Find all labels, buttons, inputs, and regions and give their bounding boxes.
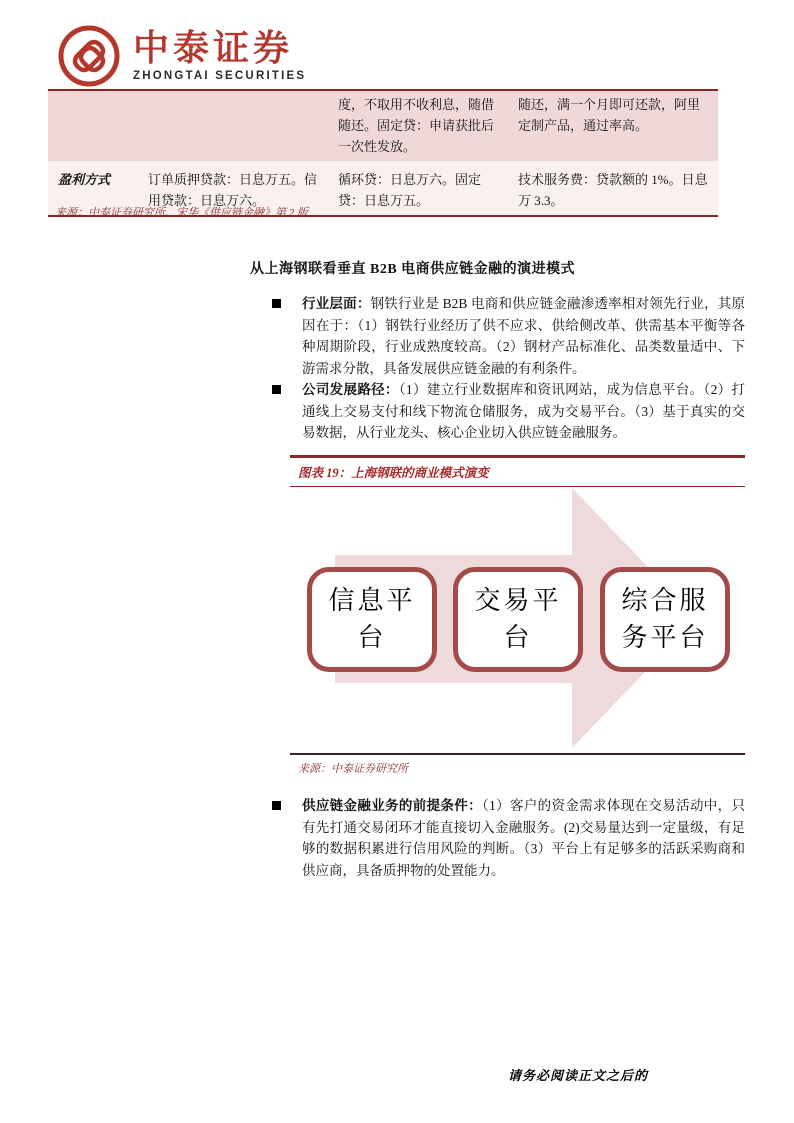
figure-source-note: 来源：中泰证券研究所 — [298, 763, 408, 775]
bullet-square-icon — [272, 299, 281, 308]
bullet-text — [302, 293, 745, 379]
figure-foot-bar — [290, 753, 745, 779]
table-cell — [140, 91, 330, 161]
table-row — [48, 91, 718, 161]
bullet-item — [272, 379, 745, 444]
table-cell: 订单质押贷款：日息万五。信用贷款：日息万六。 — [148, 172, 318, 208]
bullet-item — [272, 795, 745, 881]
figure-19 — [290, 455, 745, 779]
brand-logo — [57, 24, 306, 88]
bullet-body: （1）客户的资金需求体现在交易活动中，只有先打通交易闭环才能直接切入金融服务。(2)交易量达到一定量级，有足够的数据积累进行信用风险的判断。（3）平台上有足够多的活跃采购商和供应商，具备质押物的处置能力。 — [302, 798, 745, 878]
stage-label: 综合服务平台 — [621, 585, 709, 652]
stage-label: 交易平台 — [474, 585, 562, 652]
bullet-text — [302, 379, 745, 444]
bullet-label: 公司发展路径： — [302, 382, 399, 397]
table-cell: 随还，满一个月即可还款，阿里定制产品，通过率高。 — [518, 97, 701, 133]
figure-title-bar — [290, 455, 745, 487]
bullet-item — [272, 293, 745, 379]
stage-box-trade-platform — [453, 567, 583, 672]
table-cell: 循环贷：日息万六。固定贷：日息万五。 — [338, 172, 482, 208]
footer-disclaimer: 请务必阅读正文之后的 — [508, 1068, 649, 1083]
stage-box-service-platform — [600, 567, 730, 672]
brand-text — [133, 27, 307, 83]
brand-name-en: ZHONGTAI SECURITIES — [133, 70, 307, 83]
table-cell: 度，不取用不收利息，随借随还。固定贷：申请获批后一次性发放。 — [338, 97, 495, 154]
table-source-note: 来源：中泰证券研究所、宋华《供应链金融》第 2 版 — [55, 207, 308, 219]
bullet-square-icon — [272, 801, 281, 810]
bullet-label: 供应链金融业务的前提条件： — [302, 798, 482, 813]
zhongtai-emblem-icon — [57, 24, 121, 88]
bullet-square-icon — [272, 385, 281, 394]
table-cell: 技术服务费：贷款额的 1%。日息万 3.3。 — [518, 172, 708, 208]
loan-products-table — [48, 89, 718, 217]
figure-title: 图表 19：上海钢联的商业模式演变 — [298, 466, 489, 480]
section-heading: 从上海钢联看垂直 B2B 电商供应链金融的演进模式 — [250, 262, 576, 277]
bullet-text — [302, 795, 745, 881]
stage-label: 信息平台 — [328, 585, 416, 652]
bullet-label: 行业层面： — [302, 296, 371, 311]
figure-body — [290, 487, 745, 753]
bullet-body: （1）建立行业数据库和资讯网站，成为信息平台。（2）打通线上交易支付和线下物流仓储服务，成为交易平台。（3）基于真实的交易数据，从行业龙头、核心企业切入供应链金融服务。 — [302, 382, 746, 440]
stage-box-info-platform — [307, 567, 437, 672]
table-row-header: 盈利方式 — [58, 172, 111, 187]
brand-name-cn: 中泰证券 — [133, 27, 294, 68]
table-cell — [48, 91, 140, 161]
bullet-body: 钢铁行业是 B2B 电商和供应链金融渗透率相对领先行业，其原因在于：（1）钢铁行业经历了供不应求、供给侧改革、供需基本平衡等各种周期阶段，行业成熟度较高。（2）钢材产品标准化、品类数量适中、下游需求分散，具备发展供应链金融的有利条件。 — [302, 296, 745, 376]
